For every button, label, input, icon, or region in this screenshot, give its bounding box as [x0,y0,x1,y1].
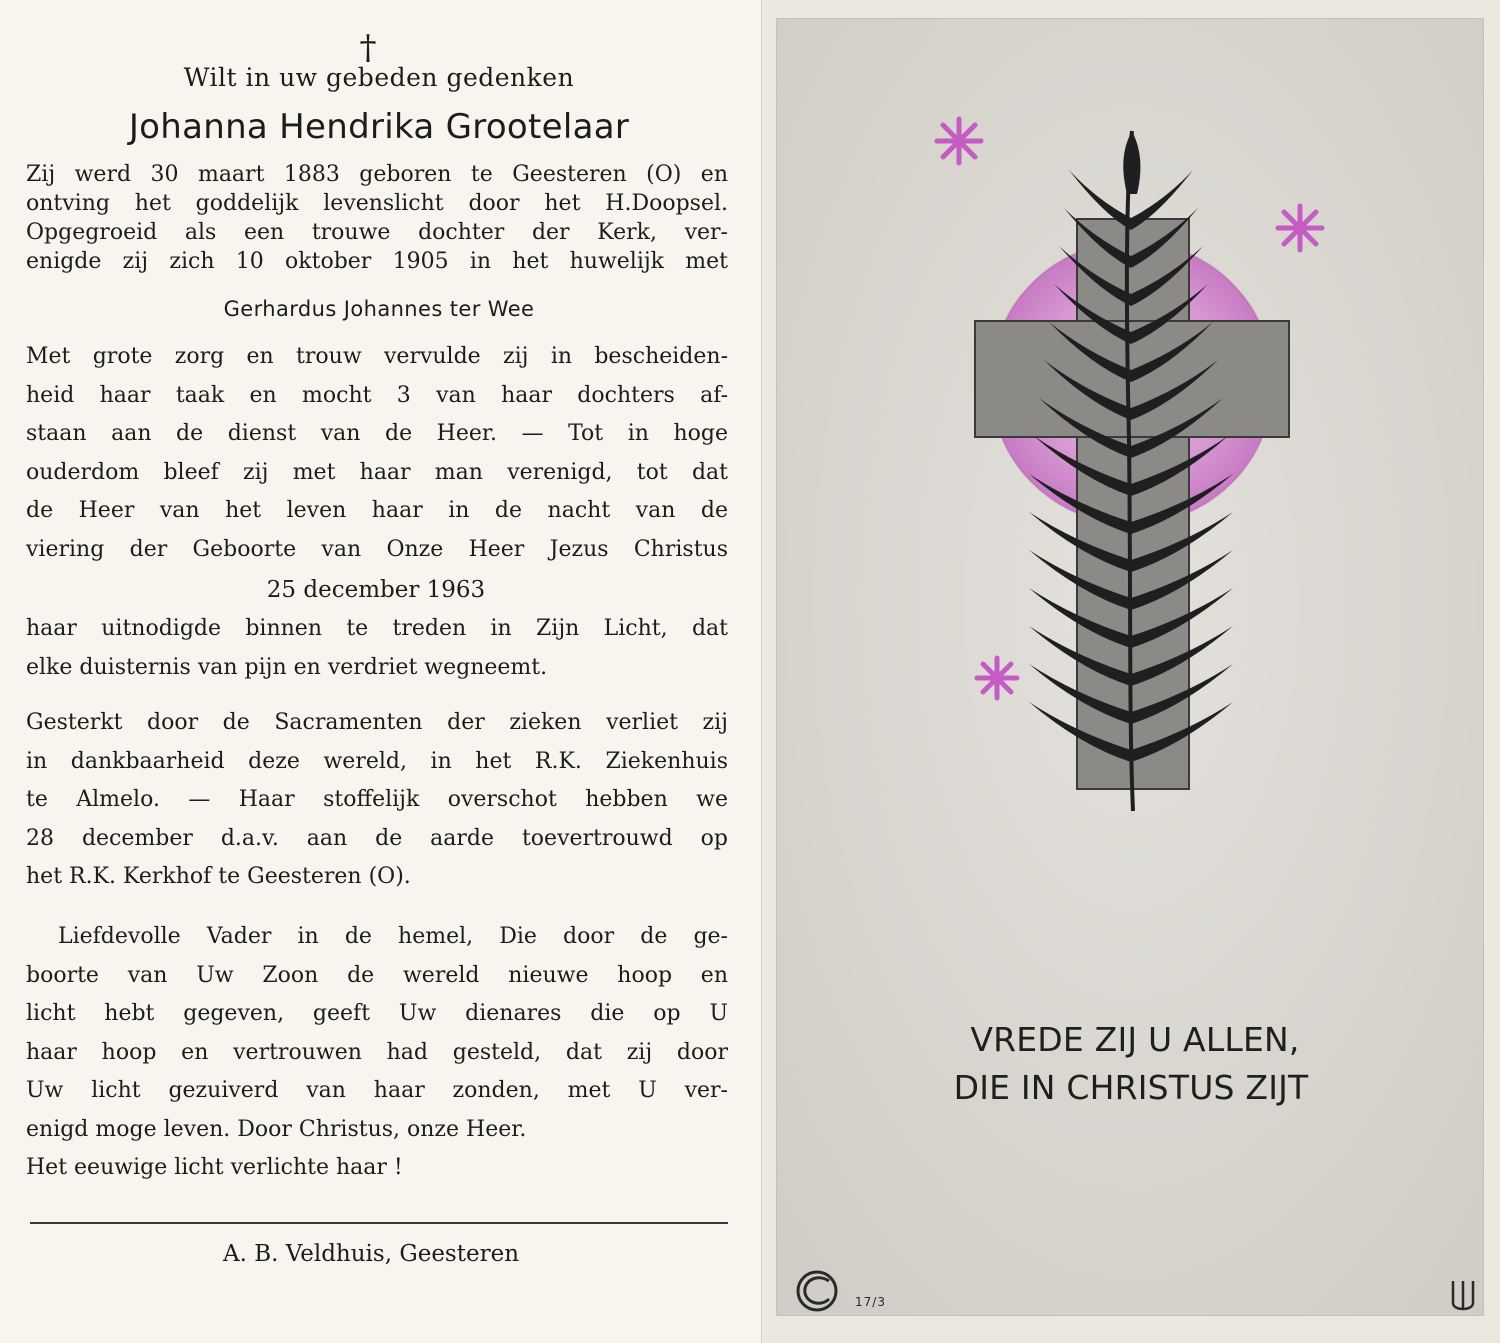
star-icon [1278,206,1322,250]
right-page [776,18,1484,1316]
sacraments-paragraph [26,704,728,897]
text-line: Met grote zorg en trouw vervulde zij in bescheiden- [26,344,728,369]
series-number: 17/3 [855,1295,886,1309]
text-line: in dankbaarheid deze wereld, in het R.K. Ziekenhuis [26,748,728,774]
text-line: te Almelo. — Haar stoffelijk overschot hebben we [26,787,728,812]
text-line: staan aan de dienst van de Heer. — Tot in hoge [26,421,728,446]
text-line: ouderdom bleef zij met haar man verenigd, tot dat [26,459,728,485]
text-line: ontving het goddelijk levenslicht door het H.Doopsel. [26,191,728,216]
spouse-name: Gerhardus Johannes ter Wee [223,297,535,321]
text-line: het R.K. Kerkhof te Geesteren (O). [26,864,411,889]
motto-line: VREDE ZIJ U ALLEN, [970,1020,1300,1059]
text-line: elke duisternis van pijn en verdriet wegneemt. [26,654,548,680]
text-line: enigde zij zich 10 oktober 1905 in het huwelijk met [26,249,728,274]
invitation-paragraph [26,610,728,687]
text-line: 28 december d.a.v. aan de aarde toevertrouwd op [26,825,728,851]
text-line: Opgegroeid als een trouwe dochter der Kerk, ver- [26,220,728,245]
text-line: enigd moge leven. Door Christus, onze Heer. [26,1116,527,1142]
text-line: boorte van Uw Zoon de wereld nieuwe hoop en [26,962,728,988]
printer-credit: A. B. Veldhuis, Geesteren [222,1241,520,1267]
text-line: de Heer van het leven haar in de nacht van de [26,498,728,523]
card-illustration [777,19,1484,1316]
cross-sign: † [359,28,377,68]
text-line: haar uitnodigde binnen te treden in Zijn Licht, dat [26,616,728,641]
invocation: Wilt in uw gebeden gedenken [183,63,575,92]
divider-rule [30,1222,728,1224]
deceased-name: Johanna Hendrika Grootelaar [128,107,630,147]
text-line: Uw licht gezuiverd van haar zonden, met U ver- [26,1078,728,1103]
text-line: Het eeuwige licht verlichte haar ! [26,1155,403,1180]
star-icon [977,658,1017,698]
text-line: haar hoop en vertrouwen had gesteld, dat zij door [26,1039,728,1065]
life-paragraph [26,338,728,569]
text-line: Zij werd 30 maart 1883 geboren te Geesteren (O) en [26,162,728,187]
prayer-paragraph [26,918,728,1188]
star-icon [937,119,981,163]
text-line: Gesterkt door de Sacramenten der zieken verliet zij [26,710,728,735]
text-line: heid haar taak en mocht 3 van haar dochters af- [26,382,728,408]
text-line: viering der Geboorte van Onze Heer Jezus Christus [26,536,728,562]
text-line: Liefdevolle Vader in de hemel, Die door de ge- [58,924,728,949]
text-line: licht hebt gegeven, geeft Uw dienares die op U [26,1001,728,1026]
death-date: 25 december 1963 [266,577,486,603]
birth-paragraph [26,160,728,276]
motto-line: DIE IN CHRISTUS ZIJT [953,1068,1309,1107]
